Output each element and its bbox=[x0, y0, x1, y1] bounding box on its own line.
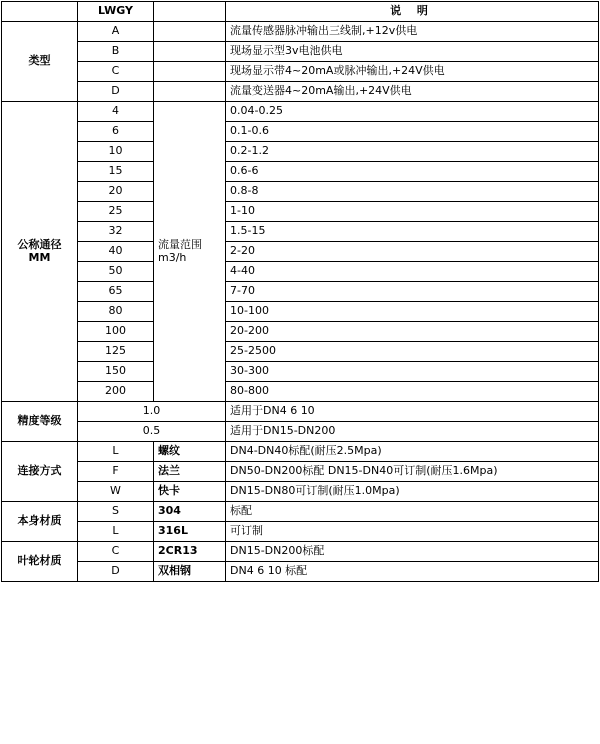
row-mid: 双相钢 bbox=[154, 562, 226, 582]
table-row bbox=[2, 442, 599, 462]
row-code: D bbox=[78, 82, 154, 102]
row-desc: 20-200 bbox=[226, 322, 599, 342]
table-row bbox=[2, 522, 599, 542]
table-row bbox=[2, 562, 599, 582]
row-desc: DN15-DN200标配 bbox=[226, 542, 599, 562]
table-row bbox=[2, 62, 599, 82]
table-row bbox=[2, 322, 599, 342]
row-desc: 10-100 bbox=[226, 302, 599, 322]
row-code: W bbox=[78, 482, 154, 502]
row-code: L bbox=[78, 442, 154, 462]
table-row bbox=[2, 302, 599, 322]
row-code: 32 bbox=[78, 222, 154, 242]
table-row bbox=[2, 402, 599, 422]
row-code: 200 bbox=[78, 382, 154, 402]
section-label-accuracy: 精度等级 bbox=[2, 402, 78, 442]
row-code: 10 bbox=[78, 142, 154, 162]
table-row bbox=[2, 482, 599, 502]
section-label-type: 类型 bbox=[2, 22, 78, 102]
table-row bbox=[2, 182, 599, 202]
row-mid: 快卡 bbox=[154, 482, 226, 502]
row-desc: 7-70 bbox=[226, 282, 599, 302]
table-row bbox=[2, 222, 599, 242]
row-code: 40 bbox=[78, 242, 154, 262]
row-mid: 螺纹 bbox=[154, 442, 226, 462]
row-desc: 适用于DN15-DN200 bbox=[226, 422, 599, 442]
row-code: A bbox=[78, 22, 154, 42]
row-code: L bbox=[78, 522, 154, 542]
table-row bbox=[2, 142, 599, 162]
table-body bbox=[2, 2, 599, 582]
table-row bbox=[2, 362, 599, 382]
row-code: D bbox=[78, 562, 154, 582]
row-desc: 流量变送器4~20mA输出,+24V供电 bbox=[226, 82, 599, 102]
header-cell-category bbox=[2, 2, 78, 22]
section-label-connection: 连接方式 bbox=[2, 442, 78, 502]
row-desc: 80-800 bbox=[226, 382, 599, 402]
row-code: F bbox=[78, 462, 154, 482]
row-desc: 适用于DN4 6 10 bbox=[226, 402, 599, 422]
header-cell-model: LWGY bbox=[78, 2, 154, 22]
row-desc: 0.6-6 bbox=[226, 162, 599, 182]
row-code: C bbox=[78, 542, 154, 562]
row-desc: 可订制 bbox=[226, 522, 599, 542]
row-desc: DN15-DN80可订制(耐压1.0Mpa) bbox=[226, 482, 599, 502]
row-desc: 1.5-15 bbox=[226, 222, 599, 242]
table-row bbox=[2, 422, 599, 442]
table-row bbox=[2, 202, 599, 222]
row-desc: 2-20 bbox=[226, 242, 599, 262]
table-row bbox=[2, 22, 599, 42]
row-code: 0.5 bbox=[78, 422, 226, 442]
row-code: 80 bbox=[78, 302, 154, 322]
row-desc: DN50-DN200标配 DN15-DN40可订制(耐压1.6Mpa) bbox=[226, 462, 599, 482]
row-code: 100 bbox=[78, 322, 154, 342]
row-code: B bbox=[78, 42, 154, 62]
row-code: 15 bbox=[78, 162, 154, 182]
table-row bbox=[2, 262, 599, 282]
table-row bbox=[2, 42, 599, 62]
row-desc: DN4 6 10 标配 bbox=[226, 562, 599, 582]
header-cell-description: 说 明 bbox=[226, 2, 599, 22]
row-code: 50 bbox=[78, 262, 154, 282]
row-desc: 30-300 bbox=[226, 362, 599, 382]
row-code: 65 bbox=[78, 282, 154, 302]
row-code: 4 bbox=[78, 102, 154, 122]
row-desc: 标配 bbox=[226, 502, 599, 522]
row-desc: 4-40 bbox=[226, 262, 599, 282]
row-desc: 现场显示型3v电池供电 bbox=[226, 42, 599, 62]
row-code: 1.0 bbox=[78, 402, 226, 422]
row-mid: 法兰 bbox=[154, 462, 226, 482]
section-label-nominal-diameter: 公称通径 MM bbox=[2, 102, 78, 402]
table-row bbox=[2, 462, 599, 482]
row-desc: 0.8-8 bbox=[226, 182, 599, 202]
row-mid bbox=[154, 62, 226, 82]
row-code: S bbox=[78, 502, 154, 522]
row-desc: 1-10 bbox=[226, 202, 599, 222]
row-mid: 2CR13 bbox=[154, 542, 226, 562]
table-row bbox=[2, 502, 599, 522]
row-mid: 304 bbox=[154, 502, 226, 522]
table-row bbox=[2, 382, 599, 402]
table-row bbox=[2, 82, 599, 102]
row-desc: 现场显示带4~20mA或脉冲输出,+24V供电 bbox=[226, 62, 599, 82]
row-code: 25 bbox=[78, 202, 154, 222]
row-code: 20 bbox=[78, 182, 154, 202]
row-mid bbox=[154, 42, 226, 62]
row-mid bbox=[154, 22, 226, 42]
row-code: 125 bbox=[78, 342, 154, 362]
table-header-row bbox=[2, 2, 599, 22]
row-desc: 25-2500 bbox=[226, 342, 599, 362]
table-row bbox=[2, 342, 599, 362]
row-desc: 0.1-0.6 bbox=[226, 122, 599, 142]
row-code: 6 bbox=[78, 122, 154, 142]
table-row bbox=[2, 542, 599, 562]
flow-range-label: 流量范围 m3/h bbox=[154, 102, 226, 402]
row-code: 150 bbox=[78, 362, 154, 382]
section-label-body-material: 本身材质 bbox=[2, 502, 78, 542]
row-mid bbox=[154, 82, 226, 102]
row-desc: DN4-DN40标配(耐压2.5Mpa) bbox=[226, 442, 599, 462]
table-row bbox=[2, 122, 599, 142]
table-row bbox=[2, 102, 599, 122]
table-row bbox=[2, 242, 599, 262]
row-desc: 0.2-1.2 bbox=[226, 142, 599, 162]
section-label-impeller-material: 叶轮材质 bbox=[2, 542, 78, 582]
row-desc: 0.04-0.25 bbox=[226, 102, 599, 122]
row-mid: 316L bbox=[154, 522, 226, 542]
specification-table bbox=[1, 1, 599, 582]
table-row bbox=[2, 282, 599, 302]
table-row bbox=[2, 162, 599, 182]
header-cell-middle bbox=[154, 2, 226, 22]
row-desc: 流量传感器脉冲输出三线制,+12v供电 bbox=[226, 22, 599, 42]
row-code: C bbox=[78, 62, 154, 82]
